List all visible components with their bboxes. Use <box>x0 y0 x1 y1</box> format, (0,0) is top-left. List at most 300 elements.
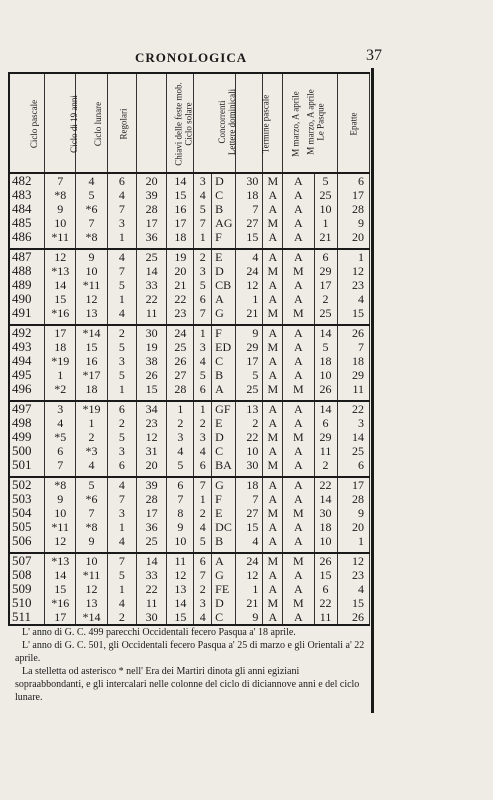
table-cell: A <box>263 249 283 264</box>
table-cell: 4 <box>337 292 369 306</box>
table-cell: E <box>212 416 236 430</box>
table-cell: 2 <box>76 430 107 444</box>
table-cell: 492 <box>9 325 45 340</box>
table-cell: *14 <box>76 610 107 625</box>
table-cell: E <box>212 249 236 264</box>
table-cell: 6 <box>337 458 369 472</box>
table-row <box>9 430 370 444</box>
table-cell: 495 <box>9 368 45 382</box>
table-cell: 3 <box>107 354 136 368</box>
table-cell: 29 <box>337 368 369 382</box>
table-cell: 16 <box>167 202 194 216</box>
table-cell: CB <box>212 278 236 292</box>
table-cell: A <box>212 382 236 396</box>
table-cell: M <box>263 173 283 188</box>
table-cell: 1 <box>337 534 369 548</box>
table-cell: 22 <box>236 430 263 444</box>
table-cell: 1 <box>194 230 212 244</box>
table-cell: 17 <box>136 506 166 520</box>
table-cell: *17 <box>76 368 107 382</box>
table-cell: 7 <box>107 553 136 568</box>
table-cell: 15 <box>236 230 263 244</box>
table-cell: 15 <box>136 382 166 396</box>
table-cell: 39 <box>136 477 166 492</box>
table-cell: 7 <box>76 506 107 520</box>
table-cell: 17 <box>236 354 263 368</box>
table-cell: 18 <box>45 340 76 354</box>
table-cell: 5 <box>107 340 136 354</box>
table-cell: 11 <box>167 553 194 568</box>
table-cell: 7 <box>107 264 136 278</box>
table-cell: 12 <box>136 430 166 444</box>
table-cell: 507 <box>9 553 45 568</box>
table-cell: 494 <box>9 354 45 368</box>
table-cell: 13 <box>167 582 194 596</box>
table-cell: 26 <box>337 610 369 625</box>
table-cell: 27 <box>236 506 263 520</box>
table-cell: 10 <box>314 534 337 548</box>
table-row <box>9 610 370 625</box>
table-cell: *11 <box>45 230 76 244</box>
table-cell: 2 <box>107 610 136 625</box>
table-row <box>9 458 370 472</box>
table-cell: 1 <box>167 401 194 416</box>
table-cell: 17 <box>45 325 76 340</box>
table-cell: 1 <box>107 382 136 396</box>
table-cell: 1 <box>107 292 136 306</box>
table-cell: 503 <box>9 492 45 506</box>
footnotes <box>15 626 367 704</box>
table-cell: A <box>263 292 283 306</box>
table-cell: C <box>212 444 236 458</box>
table-cell: 4 <box>107 306 136 320</box>
table-cell: 506 <box>9 534 45 548</box>
table-cell: 17 <box>45 610 76 625</box>
table-cell: 6 <box>45 444 76 458</box>
table-cell: 4 <box>76 173 107 188</box>
col-concorrenti-lettere: Concorrenti Lettere dominicali <box>194 73 236 173</box>
table-cell: M <box>283 430 314 444</box>
table-cell: A <box>283 173 314 188</box>
table-cell: 501 <box>9 458 45 472</box>
table-cell: 500 <box>9 444 45 458</box>
table-row <box>9 264 370 278</box>
table-cell: 24 <box>236 553 263 568</box>
table-cell: 13 <box>76 306 107 320</box>
table-cell: 485 <box>9 216 45 230</box>
table-cell: 7 <box>194 306 212 320</box>
table-cell: M <box>263 216 283 230</box>
table-cell: *16 <box>45 306 76 320</box>
table-cell: 10 <box>76 264 107 278</box>
table-cell: 9 <box>337 506 369 520</box>
table-cell: 28 <box>167 382 194 396</box>
table-cell: 36 <box>136 520 166 534</box>
table-cell: A <box>283 340 314 354</box>
table-cell: 2 <box>194 416 212 430</box>
table-cell: DC <box>212 520 236 534</box>
table-cell: 25 <box>337 444 369 458</box>
table-cell: A <box>283 401 314 416</box>
table-cell: M <box>283 596 314 610</box>
table-row <box>9 325 370 340</box>
table-cell: A <box>283 568 314 582</box>
table-cell: A <box>263 520 283 534</box>
table-cell: 12 <box>167 568 194 582</box>
table-cell: 497 <box>9 401 45 416</box>
table-cell: 482 <box>9 173 45 188</box>
table-cell: A <box>212 553 236 568</box>
table-cell: 498 <box>9 416 45 430</box>
table-cell: 17 <box>136 216 166 230</box>
table-cell: 26 <box>314 382 337 396</box>
table-cell: 15 <box>236 520 263 534</box>
table-cell: G <box>212 306 236 320</box>
table-cell: 493 <box>9 340 45 354</box>
table-cell: 33 <box>136 278 166 292</box>
table-cell: A <box>263 477 283 492</box>
table-cell: 4 <box>236 249 263 264</box>
table-row <box>9 202 370 216</box>
table-cell: 4 <box>194 520 212 534</box>
table-cell: FE <box>212 582 236 596</box>
table-cell: 21 <box>236 306 263 320</box>
table-cell: 6 <box>194 382 212 396</box>
table-cell: 25 <box>136 249 166 264</box>
col-termine-pascale: Termine pascale <box>236 73 263 173</box>
table-cell: A <box>263 416 283 430</box>
table-cell: 17 <box>337 188 369 202</box>
table-cell: 12 <box>236 278 263 292</box>
table-cell: 1 <box>194 492 212 506</box>
table-cell: 28 <box>337 492 369 506</box>
table-row <box>9 278 370 292</box>
table-row <box>9 534 370 548</box>
table-cell: 27 <box>167 368 194 382</box>
table-cell: 499 <box>9 430 45 444</box>
table-cell: A <box>283 477 314 492</box>
table-row <box>9 354 370 368</box>
table-cell: 9 <box>76 249 107 264</box>
table-cell: 29 <box>314 264 337 278</box>
table-cell: 30 <box>236 173 263 188</box>
table-cell: 6 <box>194 553 212 568</box>
table-cell: A <box>263 568 283 582</box>
table-row <box>9 216 370 230</box>
table-cell: 2 <box>167 416 194 430</box>
table-cell: 6 <box>167 477 194 492</box>
table-row <box>9 306 370 320</box>
table-cell: A <box>263 444 283 458</box>
col-ciclo-lunare: Ciclo lunare <box>76 73 107 173</box>
running-head: CRONOLOGICA <box>135 50 248 65</box>
table-cell: 487 <box>9 249 45 264</box>
table-cell: A <box>263 354 283 368</box>
table-cell: 12 <box>45 534 76 548</box>
table-row <box>9 340 370 354</box>
table-cell: M <box>263 506 283 520</box>
col-regolari: Regolari <box>107 73 136 173</box>
table-cell: M <box>263 596 283 610</box>
table-cell: 21 <box>236 596 263 610</box>
table-cell: B <box>212 368 236 382</box>
table-cell: 23 <box>167 306 194 320</box>
table-cell: C <box>212 354 236 368</box>
table-cell: 4 <box>236 534 263 548</box>
table-cell: *13 <box>45 264 76 278</box>
table-cell: 5 <box>194 202 212 216</box>
table-cell: A <box>283 520 314 534</box>
table-cell: 490 <box>9 292 45 306</box>
table-cell: 3 <box>45 401 76 416</box>
table-cell: *6 <box>76 492 107 506</box>
table-cell: M <box>263 458 283 472</box>
table-row <box>9 292 370 306</box>
table-cell: 17 <box>337 477 369 492</box>
table-cell: 28 <box>136 202 166 216</box>
table-cell: 18 <box>314 354 337 368</box>
table-cell: 16 <box>76 354 107 368</box>
table-cell: GF <box>212 401 236 416</box>
table-cell: 11 <box>314 444 337 458</box>
table-cell: 36 <box>136 230 166 244</box>
table-cell: A <box>263 492 283 506</box>
table-cell: M <box>283 306 314 320</box>
table-cell: 25 <box>314 188 337 202</box>
table-cell: A <box>283 188 314 202</box>
table-cell: 14 <box>136 553 166 568</box>
table-cell: 5 <box>194 278 212 292</box>
table-cell: 8 <box>167 506 194 520</box>
table-cell: 4 <box>194 188 212 202</box>
page-number: 37 <box>366 47 382 64</box>
table-cell: 29 <box>314 430 337 444</box>
table-cell: A <box>283 354 314 368</box>
table-cell: M <box>263 430 283 444</box>
table-cell: 3 <box>107 216 136 230</box>
table-cell: 23 <box>337 568 369 582</box>
table-cell: 4 <box>107 477 136 492</box>
table-cell: 39 <box>136 188 166 202</box>
table-cell: 20 <box>167 264 194 278</box>
table-right-rule <box>371 68 374 713</box>
table-cell: 14 <box>45 278 76 292</box>
table-cell: 5 <box>194 534 212 548</box>
table-cell: 7 <box>107 492 136 506</box>
table-cell: 7 <box>194 568 212 582</box>
table-cell: *13 <box>45 553 76 568</box>
table-row <box>9 249 370 264</box>
table-cell: 1 <box>76 416 107 430</box>
table-cell: 22 <box>136 292 166 306</box>
table-cell: 22 <box>167 292 194 306</box>
table-cell: 6 <box>194 292 212 306</box>
table-cell: 15 <box>76 340 107 354</box>
table-cell: 1 <box>194 401 212 416</box>
table-row <box>9 173 370 188</box>
table-cell: 14 <box>167 596 194 610</box>
table-cell: A <box>283 216 314 230</box>
table-cell: 486 <box>9 230 45 244</box>
table-cell: 3 <box>107 444 136 458</box>
table-cell: 6 <box>314 249 337 264</box>
table-cell: 29 <box>236 340 263 354</box>
table-cell: M <box>283 506 314 520</box>
table-cell: G <box>212 568 236 582</box>
table-cell: 18 <box>167 230 194 244</box>
table-cell: 26 <box>337 325 369 340</box>
table-cell: F <box>212 492 236 506</box>
table-cell: 9 <box>45 492 76 506</box>
table-cell: 15 <box>314 568 337 582</box>
table-cell: 5 <box>107 368 136 382</box>
table-cell: 12 <box>337 264 369 278</box>
table-cell: 510 <box>9 596 45 610</box>
table-row <box>9 596 370 610</box>
table-cell: M <box>283 382 314 396</box>
table-cell: F <box>212 325 236 340</box>
table-cell: 4 <box>107 188 136 202</box>
table-row <box>9 401 370 416</box>
table-cell: 505 <box>9 520 45 534</box>
table-cell: BA <box>212 458 236 472</box>
table-cell: *8 <box>76 520 107 534</box>
table-cell: 6 <box>194 458 212 472</box>
col-chiavi: Chiavi delle feste mob. <box>136 73 166 173</box>
table-cell: 5 <box>107 568 136 582</box>
table-cell: A <box>263 278 283 292</box>
table-row <box>9 492 370 506</box>
table-cell: 9 <box>76 534 107 548</box>
table-cell: 7 <box>45 173 76 188</box>
table-cell: 10 <box>167 534 194 548</box>
table-cell: 2 <box>314 458 337 472</box>
table-cell: 13 <box>76 596 107 610</box>
table-cell: 30 <box>136 610 166 625</box>
table-cell: 488 <box>9 264 45 278</box>
table-cell: 31 <box>136 444 166 458</box>
table-cell: *11 <box>76 278 107 292</box>
table-cell: 23 <box>337 278 369 292</box>
table-cell: 2 <box>194 582 212 596</box>
table-cell: 489 <box>9 278 45 292</box>
table-cell: 25 <box>136 534 166 548</box>
table-cell: *14 <box>76 325 107 340</box>
table-cell: D <box>212 596 236 610</box>
table-cell: 1 <box>236 292 263 306</box>
table-cell: 2 <box>194 506 212 520</box>
table-cell: 7 <box>107 202 136 216</box>
table-cell: 25 <box>236 382 263 396</box>
table-cell: 7 <box>194 216 212 230</box>
table-cell: 6 <box>107 173 136 188</box>
table-cell: 38 <box>136 354 166 368</box>
table-cell: 17 <box>314 278 337 292</box>
table-row <box>9 520 370 534</box>
table-cell: A <box>263 325 283 340</box>
table-cell: 3 <box>194 173 212 188</box>
table-cell: 20 <box>136 173 166 188</box>
table-cell: 15 <box>45 582 76 596</box>
table-cell: 21 <box>167 278 194 292</box>
table-cell: M <box>263 382 283 396</box>
table-cell: 5 <box>107 278 136 292</box>
table-cell: 3 <box>167 430 194 444</box>
table-cell: M <box>263 264 283 278</box>
table-cell: 2 <box>107 325 136 340</box>
table-cell: *3 <box>76 444 107 458</box>
table-cell: A <box>263 534 283 548</box>
table-cell: 11 <box>337 382 369 396</box>
table-cell: A <box>283 458 314 472</box>
table-cell: A <box>263 202 283 216</box>
table-cell: 7 <box>167 492 194 506</box>
table-cell: B <box>212 202 236 216</box>
table-cell: 2 <box>314 292 337 306</box>
table-cell: 1 <box>107 520 136 534</box>
table-cell: 19 <box>167 249 194 264</box>
table-cell: 2 <box>107 416 136 430</box>
table-cell: 18 <box>337 354 369 368</box>
table-cell: 3 <box>194 264 212 278</box>
table-cell: A <box>283 230 314 244</box>
footnote-501: L' anno di G. C. 501, gli Occidentali fecero Pasqua a' 25 di marzo e gli Orientali a' 22 aprile. <box>15 640 365 664</box>
table-cell: 22 <box>314 596 337 610</box>
table-cell: 7 <box>76 216 107 230</box>
table-cell: 7 <box>194 477 212 492</box>
table-cell: A <box>283 610 314 625</box>
table-row <box>9 553 370 568</box>
table-cell: D <box>212 264 236 278</box>
table-cell: 509 <box>9 582 45 596</box>
table-cell: 26 <box>136 368 166 382</box>
table-cell: 5 <box>167 458 194 472</box>
col-termine-mese: M marzo, A aprile <box>263 73 283 173</box>
table-cell: 1 <box>45 368 76 382</box>
table-cell: 10 <box>45 216 76 230</box>
table-cell: 20 <box>136 458 166 472</box>
table-cell: B <box>212 534 236 548</box>
table-cell: 1 <box>236 582 263 596</box>
table-cell: 25 <box>314 306 337 320</box>
table-cell: A <box>263 230 283 244</box>
table-cell: 34 <box>136 401 166 416</box>
table-cell: 17 <box>167 216 194 230</box>
table-cell: 30 <box>314 506 337 520</box>
table-row <box>9 188 370 202</box>
table-row <box>9 506 370 520</box>
table-cell: 14 <box>45 568 76 582</box>
table-cell: A <box>283 444 314 458</box>
table-cell: 502 <box>9 477 45 492</box>
table-cell: D <box>212 430 236 444</box>
table-cell: A <box>283 325 314 340</box>
table-row <box>9 416 370 430</box>
table-cell: 6 <box>337 173 369 188</box>
table-cell: 483 <box>9 188 45 202</box>
table-cell: 23 <box>136 416 166 430</box>
table-cell: C <box>212 188 236 202</box>
table-cell: 26 <box>167 354 194 368</box>
table-cell: 15 <box>45 292 76 306</box>
table-cell: *8 <box>45 477 76 492</box>
table-cell: *6 <box>76 202 107 216</box>
table-cell: 12 <box>45 249 76 264</box>
col-ciclo-pascale: Ciclo pascale <box>9 73 45 173</box>
table-cell: 6 <box>314 416 337 430</box>
table-cell: *19 <box>76 401 107 416</box>
table-cell: 1 <box>107 582 136 596</box>
